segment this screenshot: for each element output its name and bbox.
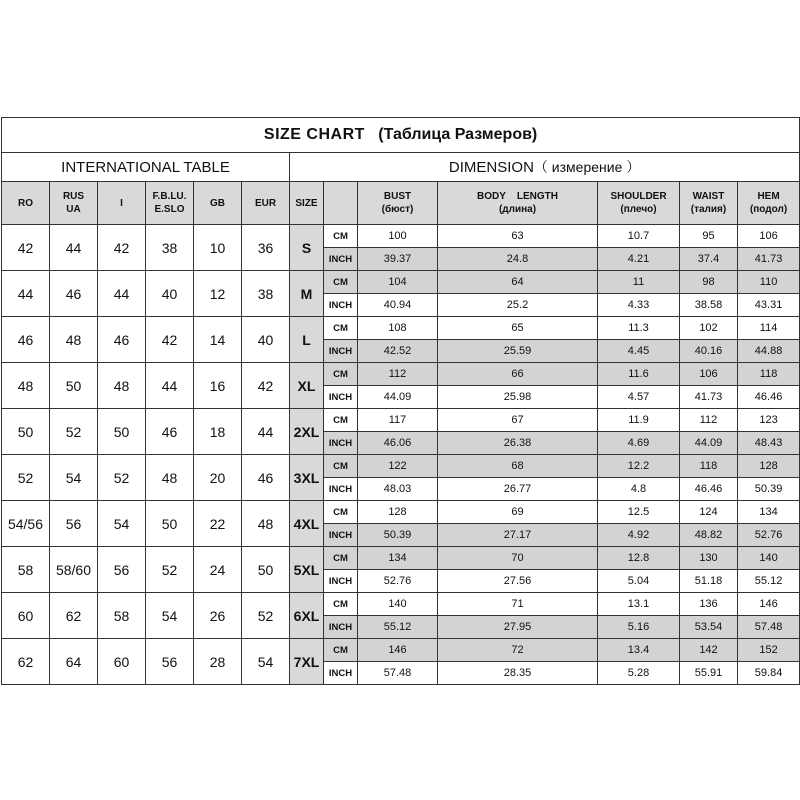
unit-label-inch: INCH bbox=[324, 386, 358, 409]
waist-cm-value: 95 bbox=[680, 225, 738, 248]
waist-cm-value: 112 bbox=[680, 409, 738, 432]
hem-inch-value: 59.84 bbox=[738, 662, 800, 685]
waist-inch-value: 41.73 bbox=[680, 386, 738, 409]
shoulder-cm-value: 12.2 bbox=[598, 455, 680, 478]
hem-cm-value: 106 bbox=[738, 225, 800, 248]
length-inch-value: 28.35 bbox=[438, 662, 598, 685]
length-inch-value: 25.59 bbox=[438, 340, 598, 363]
shoulder-inch-value: 4.69 bbox=[598, 432, 680, 455]
intl-size-fb: 38 bbox=[146, 225, 194, 271]
length-cm-value: 65 bbox=[438, 317, 598, 340]
intl-size-rus: 58/60 bbox=[50, 547, 98, 593]
intl-size-eur: 38 bbox=[242, 271, 290, 317]
waist-cm-value: 98 bbox=[680, 271, 738, 294]
intl-size-eur: 40 bbox=[242, 317, 290, 363]
intl-size-rus: 44 bbox=[50, 225, 98, 271]
hem-cm-value: 152 bbox=[738, 639, 800, 662]
intl-size-i: 56 bbox=[98, 547, 146, 593]
unit-label-cm: CM bbox=[324, 363, 358, 386]
hem-cm-value: 146 bbox=[738, 593, 800, 616]
shoulder-cm-value: 12.8 bbox=[598, 547, 680, 570]
intl-size-ro: 50 bbox=[2, 409, 50, 455]
header-hem: HEM (подол) bbox=[738, 182, 800, 225]
size-label: L bbox=[290, 317, 324, 363]
hem-cm-value: 110 bbox=[738, 271, 800, 294]
shoulder-inch-value: 4.57 bbox=[598, 386, 680, 409]
hem-cm-value: 140 bbox=[738, 547, 800, 570]
table-row bbox=[2, 639, 800, 662]
size-label: 6XL bbox=[290, 593, 324, 639]
hem-cm-value: 123 bbox=[738, 409, 800, 432]
waist-cm-value: 124 bbox=[680, 501, 738, 524]
intl-size-gb: 10 bbox=[194, 225, 242, 271]
unit-label-cm: CM bbox=[324, 271, 358, 294]
intl-size-fb: 48 bbox=[146, 455, 194, 501]
intl-size-fb: 56 bbox=[146, 639, 194, 685]
intl-size-gb: 12 bbox=[194, 271, 242, 317]
bust-inch-value: 42.52 bbox=[358, 340, 438, 363]
intl-size-ro: 58 bbox=[2, 547, 50, 593]
intl-size-fb: 40 bbox=[146, 271, 194, 317]
intl-size-eur: 36 bbox=[242, 225, 290, 271]
length-cm-value: 72 bbox=[438, 639, 598, 662]
dimension-heading-main: DIMENSION bbox=[448, 159, 534, 176]
header-fb-lu-e-slo: F.B.LU. E.SLO bbox=[146, 182, 194, 225]
unit-label-inch: INCH bbox=[324, 248, 358, 271]
size-label: XL bbox=[290, 363, 324, 409]
unit-label-cm: CM bbox=[324, 593, 358, 616]
waist-cm-value: 136 bbox=[680, 593, 738, 616]
bust-inch-value: 48.03 bbox=[358, 478, 438, 501]
intl-size-ro: 54/56 bbox=[2, 501, 50, 547]
unit-label-inch: INCH bbox=[324, 662, 358, 685]
length-inch-value: 26.77 bbox=[438, 478, 598, 501]
unit-label-cm: CM bbox=[324, 225, 358, 248]
hem-inch-value: 57.48 bbox=[738, 616, 800, 639]
unit-label-cm: CM bbox=[324, 455, 358, 478]
shoulder-cm-value: 12.5 bbox=[598, 501, 680, 524]
intl-size-eur: 54 bbox=[242, 639, 290, 685]
shoulder-inch-value: 5.28 bbox=[598, 662, 680, 685]
length-cm-value: 66 bbox=[438, 363, 598, 386]
bust-inch-value: 44.09 bbox=[358, 386, 438, 409]
chart-title-sub: (Таблица Размеров) bbox=[378, 126, 538, 143]
shoulder-cm-value: 11.3 bbox=[598, 317, 680, 340]
header-waist: WAIST (талия) bbox=[680, 182, 738, 225]
length-inch-value: 26.38 bbox=[438, 432, 598, 455]
intl-size-eur: 42 bbox=[242, 363, 290, 409]
size-label: M bbox=[290, 271, 324, 317]
length-inch-value: 27.17 bbox=[438, 524, 598, 547]
intl-size-ro: 42 bbox=[2, 225, 50, 271]
bust-inch-value: 57.48 bbox=[358, 662, 438, 685]
shoulder-cm-value: 11.6 bbox=[598, 363, 680, 386]
length-inch-value: 25.2 bbox=[438, 294, 598, 317]
unit-label-inch: INCH bbox=[324, 570, 358, 593]
unit-label-inch: INCH bbox=[324, 294, 358, 317]
bust-cm-value: 112 bbox=[358, 363, 438, 386]
intl-size-gb: 18 bbox=[194, 409, 242, 455]
intl-size-i: 50 bbox=[98, 409, 146, 455]
size-chart-table bbox=[1, 117, 800, 685]
waist-inch-value: 46.46 bbox=[680, 478, 738, 501]
length-inch-value: 25.98 bbox=[438, 386, 598, 409]
hem-inch-value: 46.46 bbox=[738, 386, 800, 409]
hem-cm-value: 134 bbox=[738, 501, 800, 524]
intl-size-gb: 24 bbox=[194, 547, 242, 593]
intl-size-i: 46 bbox=[98, 317, 146, 363]
hem-cm-value: 114 bbox=[738, 317, 800, 340]
intl-size-rus: 64 bbox=[50, 639, 98, 685]
dimension-heading-sub: （ измерение ） bbox=[533, 159, 641, 175]
waist-inch-value: 40.16 bbox=[680, 340, 738, 363]
unit-label-inch: INCH bbox=[324, 616, 358, 639]
intl-size-rus: 54 bbox=[50, 455, 98, 501]
intl-size-rus: 46 bbox=[50, 271, 98, 317]
intl-size-fb: 46 bbox=[146, 409, 194, 455]
intl-size-eur: 48 bbox=[242, 501, 290, 547]
intl-size-i: 58 bbox=[98, 593, 146, 639]
intl-size-gb: 28 bbox=[194, 639, 242, 685]
shoulder-inch-value: 5.04 bbox=[598, 570, 680, 593]
intl-size-gb: 20 bbox=[194, 455, 242, 501]
length-inch-value: 27.95 bbox=[438, 616, 598, 639]
shoulder-cm-value: 13.4 bbox=[598, 639, 680, 662]
intl-size-i: 42 bbox=[98, 225, 146, 271]
waist-inch-value: 48.82 bbox=[680, 524, 738, 547]
header-ro: RO bbox=[2, 182, 50, 225]
header-unit bbox=[324, 182, 358, 225]
shoulder-cm-value: 11.9 bbox=[598, 409, 680, 432]
unit-label-cm: CM bbox=[324, 501, 358, 524]
intl-size-rus: 48 bbox=[50, 317, 98, 363]
unit-label-inch: INCH bbox=[324, 340, 358, 363]
size-label: 7XL bbox=[290, 639, 324, 685]
hem-inch-value: 52.76 bbox=[738, 524, 800, 547]
shoulder-inch-value: 4.33 bbox=[598, 294, 680, 317]
bust-inch-value: 52.76 bbox=[358, 570, 438, 593]
intl-size-ro: 48 bbox=[2, 363, 50, 409]
header-eur: EUR bbox=[242, 182, 290, 225]
length-cm-value: 71 bbox=[438, 593, 598, 616]
waist-cm-value: 130 bbox=[680, 547, 738, 570]
unit-label-inch: INCH bbox=[324, 478, 358, 501]
dimension-heading bbox=[290, 153, 800, 182]
table-row bbox=[2, 225, 800, 248]
size-label: 2XL bbox=[290, 409, 324, 455]
length-cm-value: 68 bbox=[438, 455, 598, 478]
table-row bbox=[2, 455, 800, 478]
table-row bbox=[2, 271, 800, 294]
intl-size-eur: 46 bbox=[242, 455, 290, 501]
bust-cm-value: 128 bbox=[358, 501, 438, 524]
header-shoulder: SHOULDER (плечо) bbox=[598, 182, 680, 225]
intl-size-i: 52 bbox=[98, 455, 146, 501]
intl-size-ro: 46 bbox=[2, 317, 50, 363]
shoulder-cm-value: 11 bbox=[598, 271, 680, 294]
table-row bbox=[2, 547, 800, 570]
header-gb: GB bbox=[194, 182, 242, 225]
length-cm-value: 67 bbox=[438, 409, 598, 432]
intl-size-ro: 62 bbox=[2, 639, 50, 685]
bust-cm-value: 134 bbox=[358, 547, 438, 570]
bust-inch-value: 39.37 bbox=[358, 248, 438, 271]
unit-label-cm: CM bbox=[324, 409, 358, 432]
bust-cm-value: 100 bbox=[358, 225, 438, 248]
hem-cm-value: 118 bbox=[738, 363, 800, 386]
shoulder-inch-value: 4.92 bbox=[598, 524, 680, 547]
shoulder-inch-value: 4.8 bbox=[598, 478, 680, 501]
intl-size-fb: 54 bbox=[146, 593, 194, 639]
size-label: 3XL bbox=[290, 455, 324, 501]
intl-size-fb: 42 bbox=[146, 317, 194, 363]
chart-title bbox=[2, 118, 800, 153]
intl-size-rus: 50 bbox=[50, 363, 98, 409]
hem-cm-value: 128 bbox=[738, 455, 800, 478]
header-body-length: BODY LENGTH (длина) bbox=[438, 182, 598, 225]
bust-cm-value: 108 bbox=[358, 317, 438, 340]
length-cm-value: 64 bbox=[438, 271, 598, 294]
table-row bbox=[2, 501, 800, 524]
waist-cm-value: 118 bbox=[680, 455, 738, 478]
shoulder-cm-value: 10.7 bbox=[598, 225, 680, 248]
intl-size-i: 44 bbox=[98, 271, 146, 317]
waist-cm-value: 102 bbox=[680, 317, 738, 340]
intl-size-i: 48 bbox=[98, 363, 146, 409]
intl-size-rus: 52 bbox=[50, 409, 98, 455]
intl-size-i: 60 bbox=[98, 639, 146, 685]
length-cm-value: 63 bbox=[438, 225, 598, 248]
intl-size-gb: 14 bbox=[194, 317, 242, 363]
table-row bbox=[2, 409, 800, 432]
intl-size-rus: 56 bbox=[50, 501, 98, 547]
bust-inch-value: 55.12 bbox=[358, 616, 438, 639]
intl-size-gb: 22 bbox=[194, 501, 242, 547]
length-cm-value: 69 bbox=[438, 501, 598, 524]
unit-label-inch: INCH bbox=[324, 432, 358, 455]
size-rows bbox=[2, 225, 800, 685]
intl-size-gb: 26 bbox=[194, 593, 242, 639]
header-i: I bbox=[98, 182, 146, 225]
bust-inch-value: 46.06 bbox=[358, 432, 438, 455]
international-table-heading: INTERNATIONAL TABLE bbox=[2, 153, 290, 182]
unit-label-cm: CM bbox=[324, 547, 358, 570]
unit-label-cm: CM bbox=[324, 639, 358, 662]
intl-size-eur: 44 bbox=[242, 409, 290, 455]
intl-size-fb: 50 bbox=[146, 501, 194, 547]
bust-cm-value: 104 bbox=[358, 271, 438, 294]
intl-size-ro: 52 bbox=[2, 455, 50, 501]
header-rus-ua: RUS UA bbox=[50, 182, 98, 225]
length-inch-value: 27.56 bbox=[438, 570, 598, 593]
table-row bbox=[2, 317, 800, 340]
waist-cm-value: 106 bbox=[680, 363, 738, 386]
intl-size-rus: 62 bbox=[50, 593, 98, 639]
shoulder-cm-value: 13.1 bbox=[598, 593, 680, 616]
bust-cm-value: 146 bbox=[358, 639, 438, 662]
hem-inch-value: 44.88 bbox=[738, 340, 800, 363]
length-cm-value: 70 bbox=[438, 547, 598, 570]
intl-size-gb: 16 bbox=[194, 363, 242, 409]
waist-inch-value: 37.4 bbox=[680, 248, 738, 271]
table-row bbox=[2, 363, 800, 386]
shoulder-inch-value: 4.21 bbox=[598, 248, 680, 271]
size-label: S bbox=[290, 225, 324, 271]
bust-inch-value: 40.94 bbox=[358, 294, 438, 317]
intl-size-ro: 44 bbox=[2, 271, 50, 317]
header-bust: BUST (бюст) bbox=[358, 182, 438, 225]
chart-title-main: SIZE CHART bbox=[263, 126, 365, 143]
bust-cm-value: 117 bbox=[358, 409, 438, 432]
bust-cm-value: 122 bbox=[358, 455, 438, 478]
size-label: 4XL bbox=[290, 501, 324, 547]
hem-inch-value: 41.73 bbox=[738, 248, 800, 271]
size-label: 5XL bbox=[290, 547, 324, 593]
hem-inch-value: 48.43 bbox=[738, 432, 800, 455]
length-inch-value: 24.8 bbox=[438, 248, 598, 271]
waist-inch-value: 51.18 bbox=[680, 570, 738, 593]
intl-size-fb: 44 bbox=[146, 363, 194, 409]
intl-size-eur: 50 bbox=[242, 547, 290, 593]
hem-inch-value: 55.12 bbox=[738, 570, 800, 593]
hem-inch-value: 43.31 bbox=[738, 294, 800, 317]
intl-size-i: 54 bbox=[98, 501, 146, 547]
intl-size-eur: 52 bbox=[242, 593, 290, 639]
unit-label-cm: CM bbox=[324, 317, 358, 340]
bust-cm-value: 140 bbox=[358, 593, 438, 616]
intl-size-fb: 52 bbox=[146, 547, 194, 593]
shoulder-inch-value: 5.16 bbox=[598, 616, 680, 639]
intl-size-ro: 60 bbox=[2, 593, 50, 639]
table-row bbox=[2, 593, 800, 616]
hem-inch-value: 50.39 bbox=[738, 478, 800, 501]
shoulder-inch-value: 4.45 bbox=[598, 340, 680, 363]
header-size: SIZE bbox=[290, 182, 324, 225]
waist-cm-value: 142 bbox=[680, 639, 738, 662]
bust-inch-value: 50.39 bbox=[358, 524, 438, 547]
waist-inch-value: 38.58 bbox=[680, 294, 738, 317]
waist-inch-value: 44.09 bbox=[680, 432, 738, 455]
waist-inch-value: 53.54 bbox=[680, 616, 738, 639]
unit-label-inch: INCH bbox=[324, 524, 358, 547]
waist-inch-value: 55.91 bbox=[680, 662, 738, 685]
